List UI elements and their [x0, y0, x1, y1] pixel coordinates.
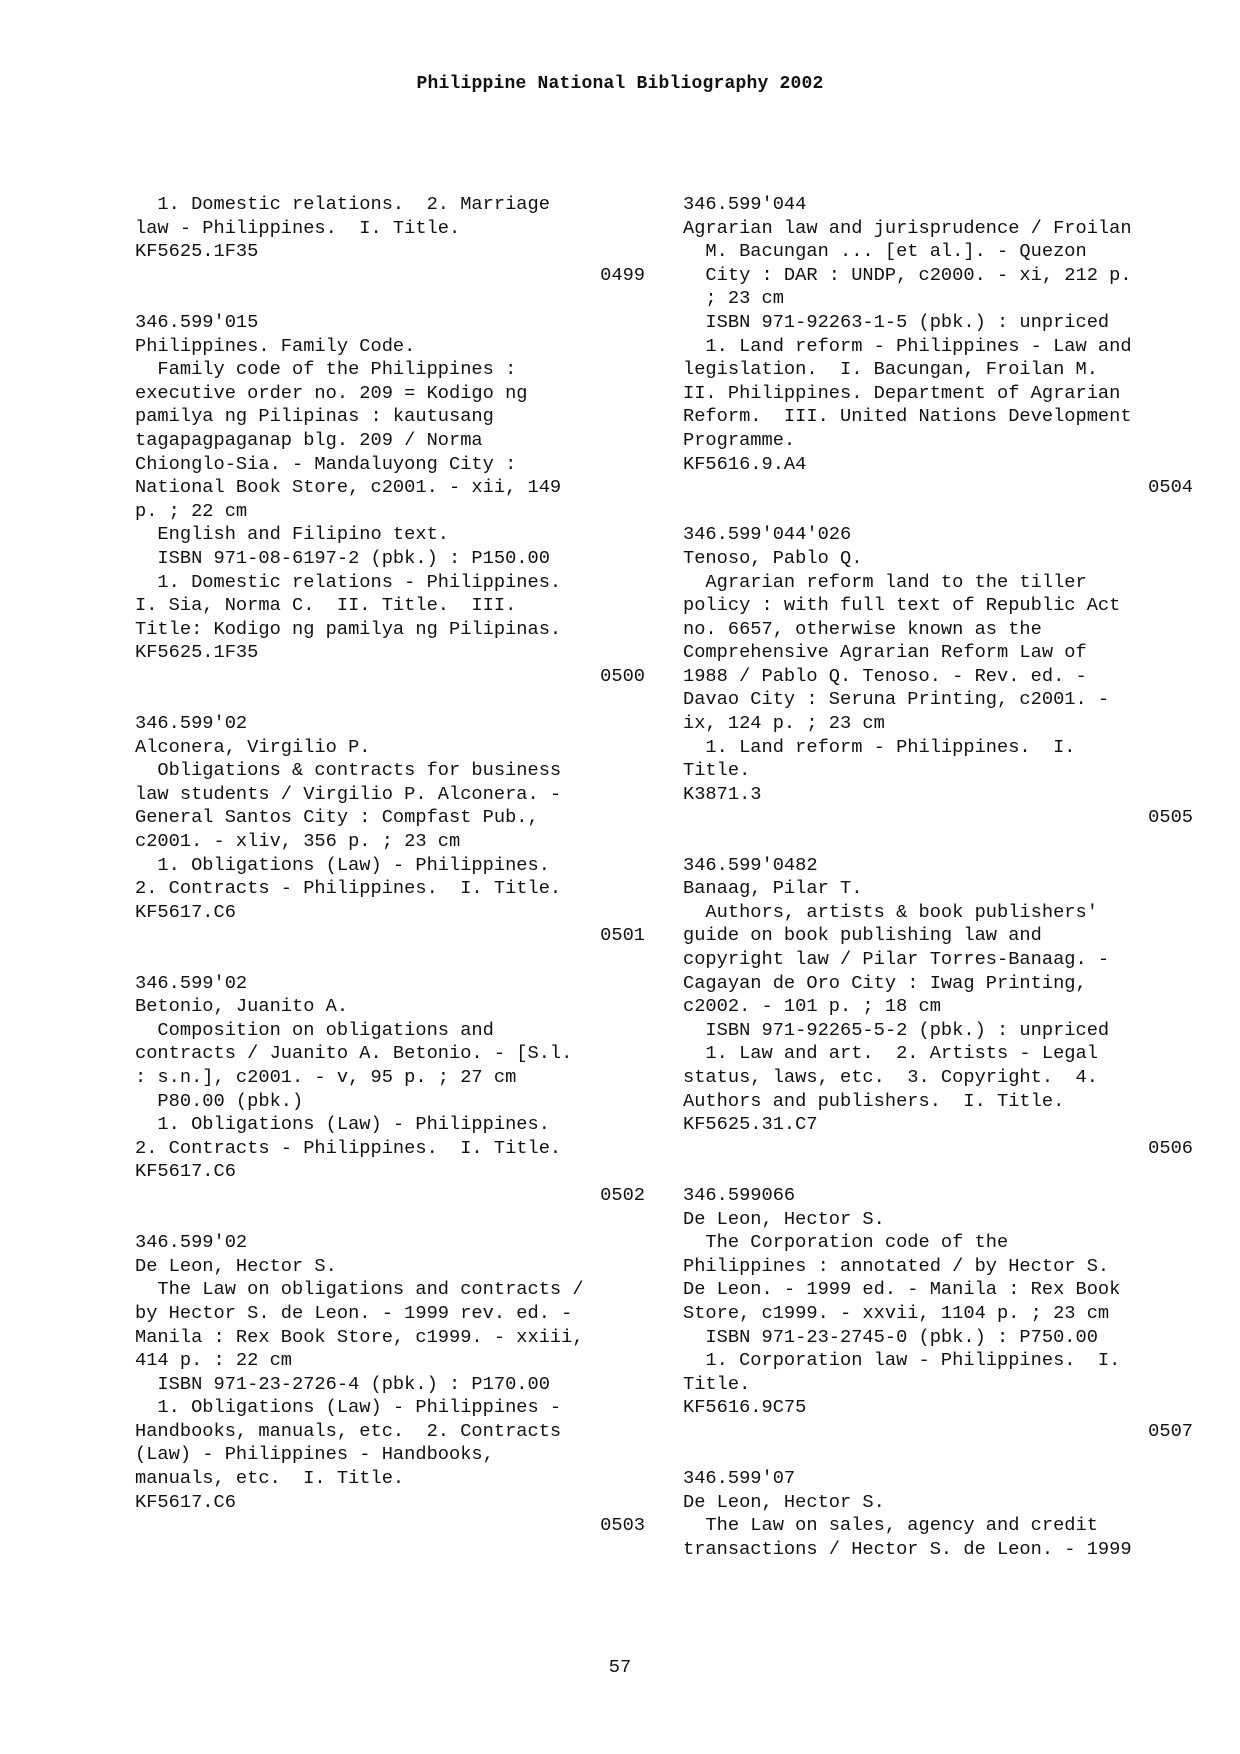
entry-line: National Book Store, c2001. - xii, 149: [135, 476, 562, 499]
entry-line: 2. Contracts - Philippines. I. Title.: [135, 877, 562, 900]
entry-line: De Leon. - 1999 ed. - Manila : Rex Book: [683, 1278, 1121, 1301]
entry-line: : s.n.], c2001. - v, 95 p. ; 27 cm: [135, 1065, 517, 1088]
page-number: 57: [608, 1656, 632, 1678]
left-column: [135, 193, 645, 1538]
entry-line: I. Sia, Norma C. II. Title. III.: [135, 594, 517, 617]
entry-line: 2. Contracts - Philippines. I. Title.: [135, 1136, 562, 1159]
entry-line: 346.599066: [683, 1183, 796, 1206]
entry-line: Alconera, Virgilio P.: [135, 735, 371, 758]
entry-line: Tenoso, Pablo Q.: [683, 546, 863, 569]
entry-line: 346.599'015: [135, 310, 259, 333]
entry-line: Reform. III. United Nations Development: [683, 405, 1132, 428]
entry-line: Davao City : Seruna Printing, c2001. -: [683, 688, 1110, 711]
entry-number: 0504: [1148, 476, 1193, 499]
entry-line: legislation. I. Bacungan, Froilan M.: [683, 358, 1098, 381]
entry-line: KF5625.1F35: [135, 240, 259, 263]
entry-line: 414 p. : 22 cm: [135, 1349, 293, 1372]
page-header: Philippine National Bibliography 2002: [416, 74, 824, 94]
entry-line: ISBN 971-23-2745-0 (pbk.) : P750.00: [683, 1325, 1098, 1348]
blank-line: [135, 1208, 645, 1232]
entry-line: policy : with full text of Republic Act: [683, 594, 1121, 617]
blank-line: [683, 1160, 1193, 1184]
entry-line: 346.599'02: [135, 1231, 248, 1254]
entry-line: transactions / Hector S. de Leon. - 1999: [683, 1537, 1132, 1560]
entry-line: guide on book publishing law and: [683, 924, 1042, 947]
entry-line: Manila : Rex Book Store, c1999. - xxiii,: [135, 1325, 584, 1348]
entry-line: ISBN 971-92263-1-5 (pbk.) : unpriced: [683, 310, 1110, 333]
entry-line: II. Philippines. Department of Agrarian: [683, 381, 1121, 404]
entry-line: Store, c1999. - xxvii, 1104 p. ; 23 cm: [683, 1301, 1110, 1324]
entry-line: 1. Obligations (Law) - Philippines.: [135, 1113, 550, 1136]
entry-line: 1. Obligations (Law) - Philippines.: [135, 853, 550, 876]
entry-line: KF5616.9.A4: [683, 452, 807, 475]
entry-line: status, laws, etc. 3. Copyright. 4.: [683, 1065, 1098, 1088]
entry-line: M. Bacungan ... [et al.]. - Quezon: [683, 240, 1087, 263]
entry-line: c2001. - xliv, 356 p. ; 23 cm: [135, 830, 461, 853]
entry-line: contracts / Juanito A. Betonio. - [S.l.: [135, 1042, 573, 1065]
entry-line: tagapagpaganap blg. 209 / Norma: [135, 428, 483, 451]
entry-line: Philippines : annotated / by Hector S.: [683, 1254, 1110, 1277]
entry-line: English and Filipino text.: [135, 523, 450, 546]
entry-number: 0507: [1148, 1419, 1193, 1442]
entry-line: Banaag, Pilar T.: [683, 877, 863, 900]
entry-line: Betonio, Juanito A.: [135, 995, 349, 1018]
entry-line: ; 23 cm: [683, 287, 784, 310]
entry-line: Family code of the Philippines :: [135, 358, 517, 381]
entry-line: c2002. - 101 p. ; 18 cm: [683, 995, 941, 1018]
entry-line: Authors and publishers. I. Title.: [683, 1089, 1065, 1112]
entry-number: 0502: [600, 1183, 645, 1206]
entry-line: KF5616.9C75: [683, 1396, 807, 1419]
entry-line: pamilya ng Pilipinas : kautusang: [135, 405, 494, 428]
entry-line: The Law on obligations and contracts /: [135, 1278, 584, 1301]
entry-line: 346.599'0482: [683, 853, 818, 876]
blank-line: [135, 688, 645, 712]
entry-line: P80.00 (pbk.): [135, 1089, 304, 1112]
entry-line: manuals, etc. I. Title.: [135, 1467, 405, 1490]
entry-line: p. ; 22 cm: [135, 499, 248, 522]
blank-line: [683, 1443, 1193, 1467]
entry-number: 0501: [600, 924, 645, 947]
entry-line: executive order no. 209 = Kodigo ng: [135, 381, 528, 404]
entry-number: 0505: [1148, 806, 1193, 829]
entry-line: Title: Kodigo ng pamilya ng Pilipinas.: [135, 617, 562, 640]
entry-line: De Leon, Hector S.: [135, 1254, 337, 1277]
entry-line: 346.599'07: [683, 1467, 796, 1490]
entry-line: 1. Land reform - Philippines - Law and: [683, 334, 1132, 357]
entry-line: Agrarian law and jurisprudence / Froilan: [683, 216, 1132, 239]
entry-number: 0503: [600, 1514, 645, 1537]
entry-number: 0506: [1148, 1136, 1193, 1159]
entry-line: Chionglo-Sia. - Mandaluyong City :: [135, 452, 517, 475]
entry-line: K3871.3: [683, 782, 762, 805]
blank-line: [135, 287, 645, 311]
entry-line: Programme.: [683, 428, 796, 451]
entry-line: 1. Land reform - Philippines. I.: [683, 735, 1076, 758]
entry-line: ISBN 971-23-2726-4 (pbk.) : P170.00: [135, 1372, 550, 1395]
entry-line: The Law on sales, agency and credit: [683, 1514, 1098, 1537]
entry-line: Obligations & contracts for business: [135, 759, 562, 782]
entry-line: by Hector S. de Leon. - 1999 rev. ed. -: [135, 1301, 573, 1324]
blank-line: [683, 500, 1193, 524]
entry-line: 1. Law and art. 2. Artists - Legal: [683, 1042, 1098, 1065]
entry-number: 0500: [600, 664, 645, 687]
entry-line: KF5625.31.C7: [683, 1113, 818, 1136]
entry-line: KF5617.C6: [135, 1490, 236, 1513]
entry-line: (Law) - Philippines - Handbooks,: [135, 1443, 494, 1466]
entry-line: Cagayan de Oro City : Iwag Printing,: [683, 971, 1087, 994]
entry-line: 1. Domestic relations - Philippines.: [135, 570, 562, 593]
entry-line: ISBN 971-08-6197-2 (pbk.) : P150.00: [135, 546, 550, 569]
entry-line: Handbooks, manuals, etc. 2. Contracts: [135, 1419, 562, 1442]
right-column: [683, 193, 1193, 1561]
entry-line: 1. Domestic relations. 2. Marriage: [135, 193, 550, 215]
entry-line: De Leon, Hector S.: [683, 1490, 885, 1513]
entry-line: General Santos City : Compfast Pub.,: [135, 806, 539, 829]
entry-line: no. 6657, otherwise known as the: [683, 617, 1042, 640]
entry-line: KF5617.C6: [135, 900, 236, 923]
entry-line: City : DAR : UNDP, c2000. - xi, 212 p.: [683, 263, 1132, 286]
entry-line: 1988 / Pablo Q. Tenoso. - Rev. ed. -: [683, 664, 1087, 687]
entry-line: copyright law / Pilar Torres-Banaag. -: [683, 948, 1110, 970]
entry-line: 1. Corporation law - Philippines. I.: [683, 1349, 1121, 1372]
entry-line: law students / Virgilio P. Alconera. -: [135, 782, 562, 805]
entry-line: 1. Obligations (Law) - Philippines -: [135, 1396, 562, 1419]
entry-line: 346.599'02: [135, 971, 248, 994]
blank-line: [683, 830, 1193, 854]
entry-number: 0499: [600, 263, 645, 286]
entry-line: Composition on obligations and: [135, 1018, 494, 1041]
entry-line: ISBN 971-92265-5-2 (pbk.) : unpriced: [683, 1018, 1110, 1041]
entry-line: Authors, artists & book publishers': [683, 900, 1098, 923]
entry-line: Philippines. Family Code.: [135, 334, 416, 357]
entry-line: Title.: [683, 1372, 751, 1395]
entry-line: 346.599'044'026: [683, 523, 852, 546]
entry-line: KF5617.C6: [135, 1160, 236, 1183]
entry-line: The Corporation code of the: [683, 1231, 1009, 1254]
entry-line: Title.: [683, 759, 751, 782]
entry-line: De Leon, Hector S.: [683, 1207, 885, 1230]
entry-line: KF5625.1F35: [135, 641, 259, 664]
entry-line: 346.599'044: [683, 193, 807, 215]
entry-line: 346.599'02: [135, 712, 248, 735]
entry-line: Comprehensive Agrarian Reform Law of: [683, 641, 1087, 664]
entry-line: Agrarian reform land to the tiller: [683, 570, 1087, 593]
entry-line: law - Philippines. I. Title.: [135, 216, 461, 239]
entry-line: ix, 124 p. ; 23 cm: [683, 712, 885, 735]
blank-line: [135, 948, 645, 972]
